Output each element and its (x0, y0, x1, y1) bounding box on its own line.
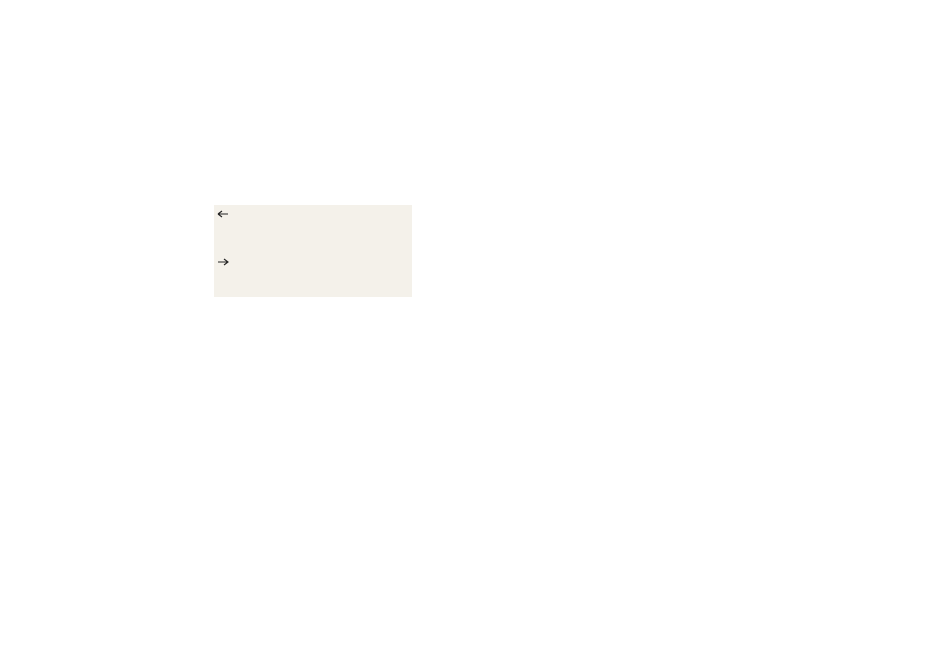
figure-5-class-notes (214, 205, 412, 313)
gdp-growth-charts (482, 75, 896, 160)
figure-5-paper (214, 205, 412, 297)
